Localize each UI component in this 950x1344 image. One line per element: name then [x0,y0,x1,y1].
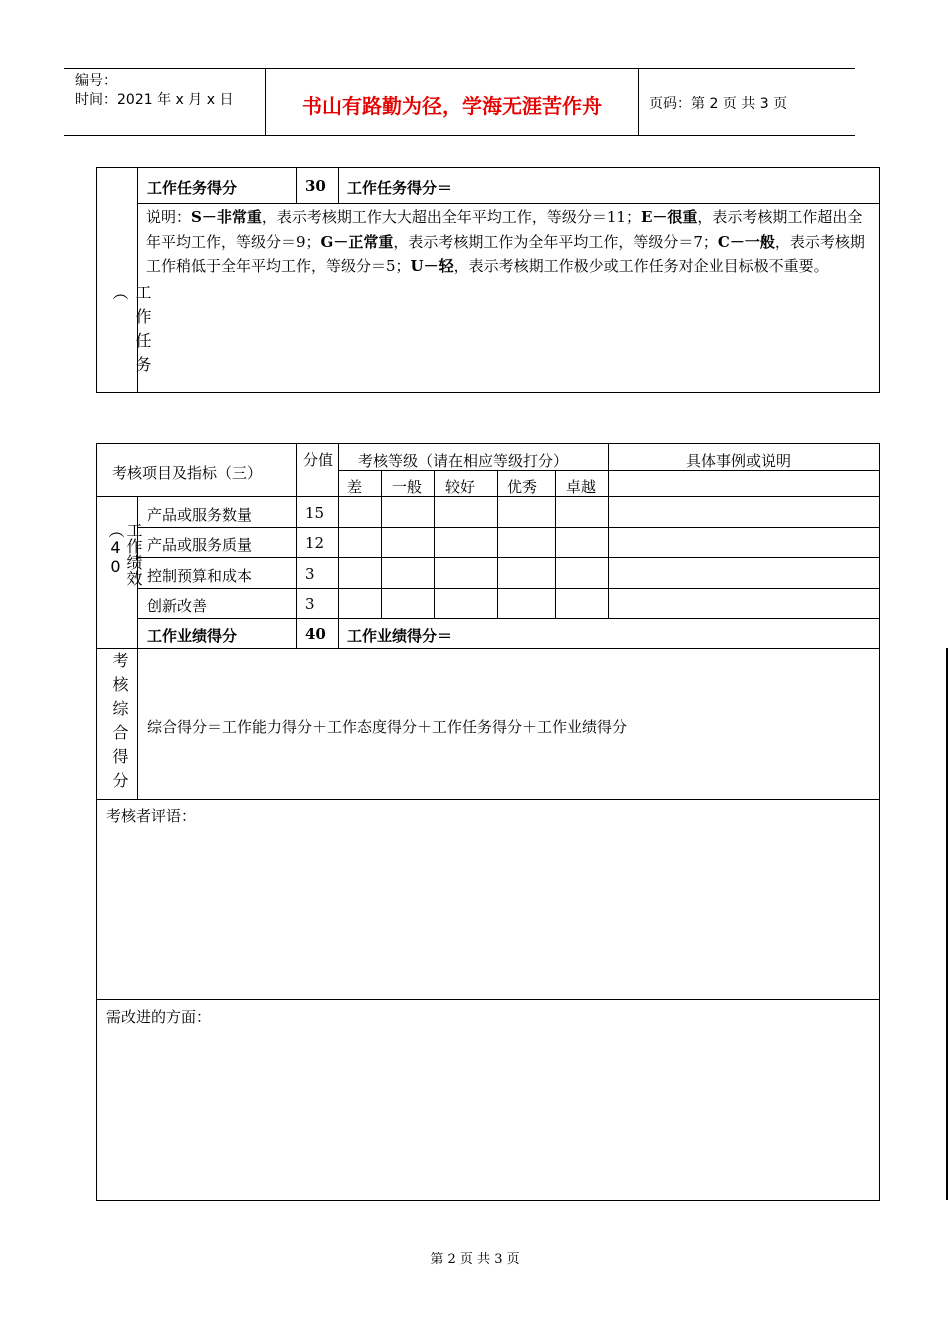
header-bottom-rule-table [96,496,880,497]
header-divider [638,69,639,136]
grade-g: G－正常重 [320,232,394,251]
row-item: 控制预算和成本 [147,567,253,585]
score-col-divider [338,443,339,648]
task-row-divider [137,203,880,204]
performance-total-value: 40 [305,625,326,643]
header-motto: 书山有路勤为径，学海无涯苦作舟 [302,94,602,118]
row-item: 产品或服务数量 [147,506,253,524]
doc-number-label: 编号： [75,73,117,89]
overall-side-label: 考核综合得分 [110,652,129,796]
grade-u: U－轻 [410,257,454,275]
header-bottom-rule [64,135,855,136]
grade-s: S－非常重 [191,208,262,226]
grade-outstanding: 卓越 [566,478,597,496]
row-item: 创新改善 [147,597,208,615]
task-col-divider [338,167,339,203]
performance-total-label: 工作业绩得分 [147,627,238,645]
score-header: 分值 [302,451,333,469]
total-bottom-rule [96,648,880,649]
grade-poor: 差 [347,478,363,496]
row-rule [137,618,880,619]
task-side-label: 工作任务（ [110,284,152,380]
grade-excellent: 优秀 [507,478,538,496]
grade-col-divider [497,470,498,618]
row-score: 12 [305,534,325,552]
task-table [96,167,880,393]
row-score: 3 [305,595,315,613]
comments-bottom-rule [96,999,880,1000]
grade-col-divider [381,470,382,618]
grade-good: 较好 [445,478,476,496]
grade-col-divider [555,470,556,618]
header-page-label: 页码：第 2 页 共 3 页 [649,96,788,112]
task-col-divider [296,167,297,203]
grade-u-text: ，表示考核期工作极少或工作任务对企业目标极不重要。 [453,257,829,275]
reviewer-comment-label: 考核者评语： [106,807,197,825]
item-col-divider [296,443,297,648]
grade-g-text: ，表示考核期工作为全年平均工作，等级分＝7； [393,232,718,251]
remark-header: 具体事例或说明 [686,452,792,470]
header-top-rule [64,68,855,69]
task-score-label: 工作任务得分 [147,179,238,197]
overall-bottom-rule [96,799,880,800]
remark-col-divider [608,443,609,618]
row-score: 15 [305,504,325,522]
table-title: 考核项目及指标（三） [112,464,263,482]
grade-c-text: ，表示考核期工作稍低于全年平均工作，等级分＝5； [146,232,865,275]
page-edge-mark [946,648,948,1200]
performance-side-label: 工作绩效（40 [106,522,143,586]
task-description [146,205,873,279]
doc-time-label: 时间：2021 年 x 月 x 日 [75,92,234,108]
task-score-value: 30 [305,177,326,195]
row-item: 产品或服务质量 [147,536,253,554]
row-score: 3 [305,565,315,583]
grade-c: C－一般 [717,232,775,251]
task-table-left-border [96,167,97,393]
performance-total-formula: 工作业绩得分＝ [347,627,453,645]
row-rule [137,588,880,589]
grade-e: E－很重 [640,208,698,226]
grade-e-text: ，表示考核期工作超出全年平均工作，等级分＝9； [146,208,863,251]
overall-formula: 综合得分＝工作能力得分＋工作态度得分＋工作任务得分＋工作业绩得分 [147,718,628,736]
grade-header: 考核等级（请在相应等级打分） [358,452,569,470]
grade-s-text: ，表示考核期工作大大超出全年平均工作，等级分＝11； [261,208,641,226]
improvement-label: 需改进的方面： [106,1008,212,1026]
grade-col-divider [434,470,435,618]
row-rule [137,527,880,528]
header-meta [75,72,233,110]
desc-label: 说明： [146,208,192,226]
grade-average: 一般 [392,478,423,496]
page-footer: 第 2 页 共 3 页 [430,1252,520,1267]
row-rule [137,557,880,558]
task-score-formula: 工作任务得分＝ [347,179,453,197]
